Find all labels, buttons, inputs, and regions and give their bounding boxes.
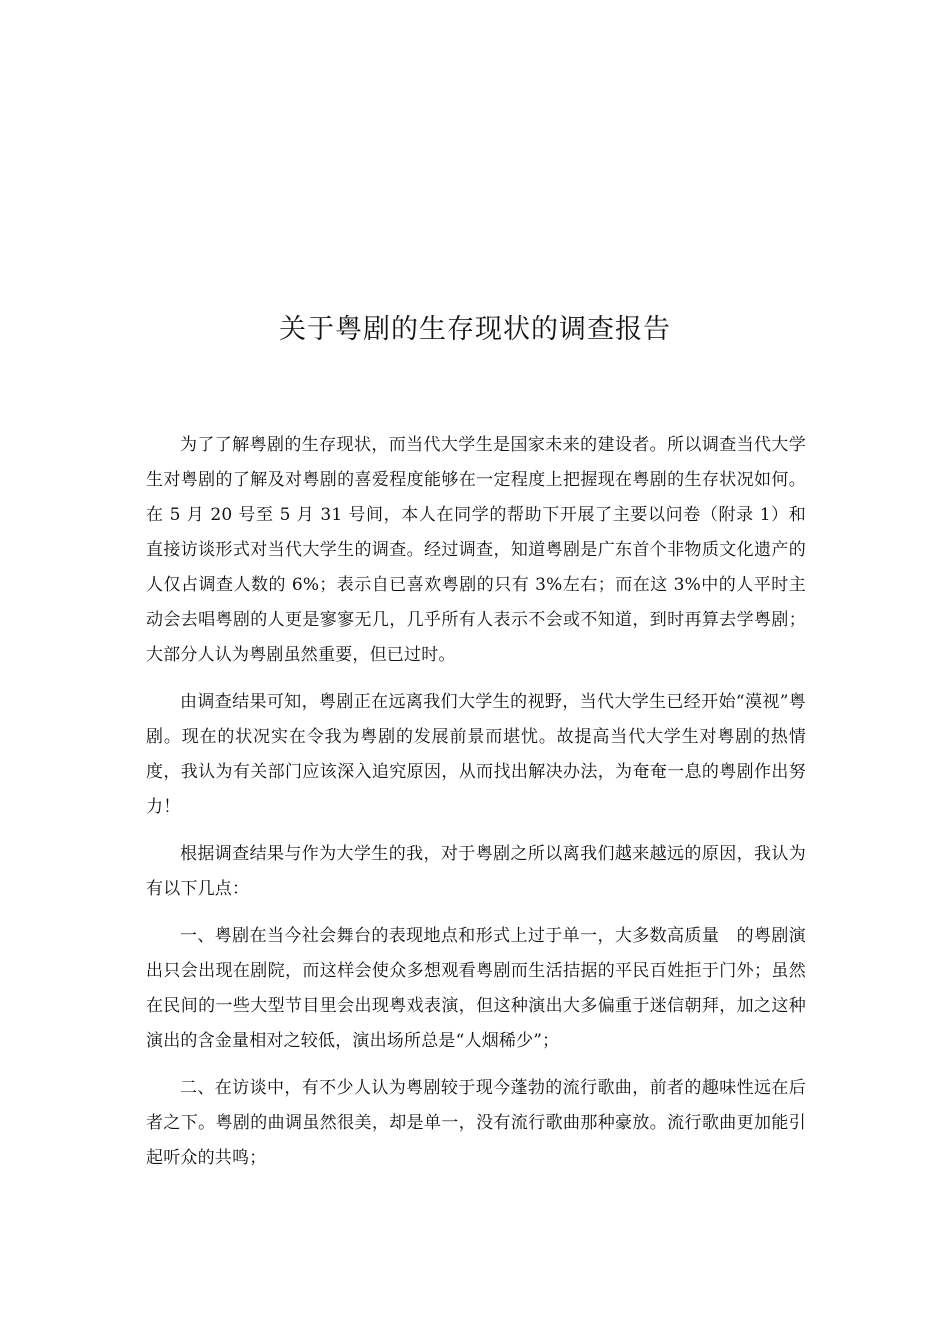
paragraph-intro: 为了了解粤剧的生存现状，而当代大学生是国家未来的建设者。所以调查当代大学生对粤剧的了解及对粤剧的喜爱程度能够在一定程度上把握现在粤剧的生存状况如何。在 5 月 20 号至 5 月 31 号间，本人在同学的帮助下开展了主要以问卷（附录 1）和直接访谈形式对当代大学生的调查。经过调查，知道粤剧是广东首个非物质文化遗产的人仅占调查人数的 6%；表示自已喜欢粤剧的只有 3%左右；而在这 3%中的人平时主动会去唱粤剧的人更是寥寥无几，几乎所有人表示不会或不知道，到时再算去学粤剧；大部分人认为粤剧虽然重要，但已过时。 xyxy=(146,435,806,665)
paragraph-reasons-intro: 根据调查结果与作为大学生的我，对于粤剧之所以离我们越来越远的原因，我认为有以下几点： xyxy=(146,844,806,899)
document-body xyxy=(146,428,806,1188)
paragraph-reason-one: 一、粤剧在当今社会舞台的表现地点和形式上过于单一，大多数高质量 的粤剧演出只会出现在剧院，而这样会使众多想观看粤剧而生活拮据的平民百姓拒于门外；虽然在民间的一些大型节目里会出现粤戏表演，但这种演出大多偏重于迷信朝拜，加之这种演出的含金量相对之较低，演出场所总是“人烟稀少”； xyxy=(146,926,806,1051)
paragraph-reason-two: 二、在访谈中，有不少人认为粤剧较于现今蓬勃的流行歌曲，前者的趣味性远在后者之下。粤剧的曲调虽然很美，却是单一，没有流行歌曲那种豪放。流行歌曲更加能引起听众的共鸣； xyxy=(146,1078,806,1168)
paragraph-conclusion: 由调查结果可知，粤剧正在远离我们大学生的视野，当代大学生已经开始“漠视”粤剧。现在的状况实在令我为粤剧的发展前景而堪忧。故提高当代大学生对粤剧的热情度，我认为有关部门应该深入追究原因，从而找出解决办法，为奄奄一息的粤剧作出努力！ xyxy=(146,692,806,817)
document-title: 关于粤剧的生存现状的调查报告 xyxy=(279,314,671,345)
